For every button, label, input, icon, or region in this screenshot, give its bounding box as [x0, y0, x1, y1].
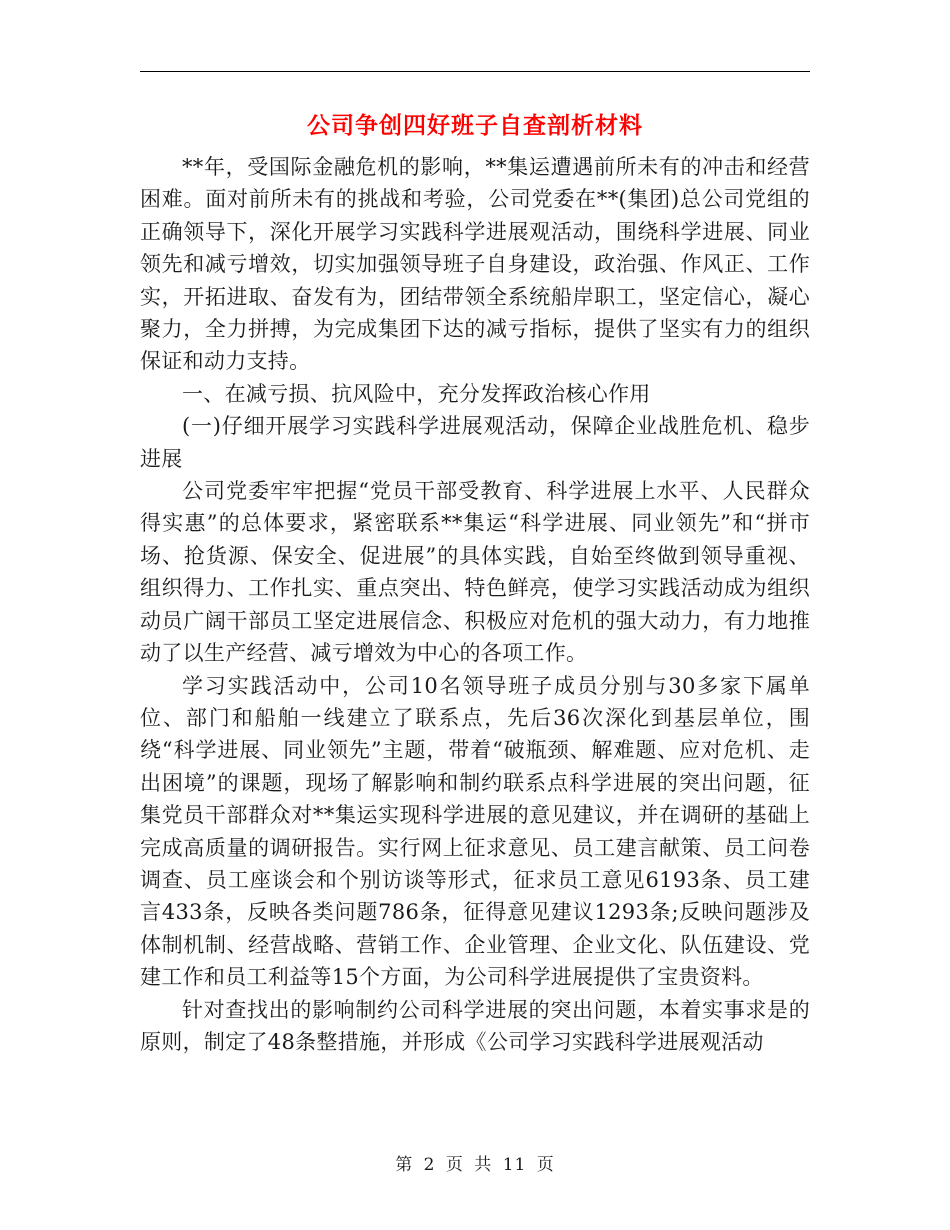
- paragraph-rectification: 针对查找出的影响制约公司科学进展的突出问题，本着实事求是的原则，制定了48条整措施，并形成《公司学习实践科学进展观活动: [140, 997, 810, 1054]
- paragraph-study-activity: 学习实践活动中，公司10名领导班子成员分别与30多家下属单位、部门和船舶一线建立了联系点，先后36次深化到基层单位，围绕“科学进展、同业领先”主题，带着“破瓶颈、解难题、应对危机、走出困境”的课题，现场了解影响和制约联系点科学进展的突出问题，征集党员干部群众对**集运实现科学进展的意见建议，并在调研的基础上完成高质量的调研报告。实行网上征求意见、员工建言献策、员工问卷调查、员工座谈会和个别访谈等形式，征求员工意见6193条、员工建言433条，反映各类问题786条，征得意见建议1293条;反映问题涉及体制机制、经营战略、营销工作、企业管理、企业文化、队伍建设、党建工作和员工利益等15个方面，为公司科学进展提供了宝贵资料。: [140, 673, 810, 990]
- document-title: 公司争创四好班子自查剖析材料: [307, 112, 643, 139]
- paragraph-party-committee: 公司党委牢牢把握“党员干部受教育、科学进展上水平、人民群众得实惠”的总体要求，紧密联系**集运“科学进展、同业领先”和“拼市场、抢货源、保安全、促进展”的具体实践，自始至终做到领导重视、组织得力、工作扎实、重点突出、特色鲜亮，使学习实践活动成为组织动员广阔干部员工坚定进展信念、积极应对危机的强大动力，有力地推动了以生产经营、减亏增效为中心的各项工作。: [140, 479, 810, 666]
- header-rule: [140, 71, 810, 72]
- section-heading-1: 一、在减亏损、抗风险中，充分发挥政治核心作用: [182, 381, 651, 406]
- document-body: [140, 151, 810, 1058]
- page-footer: 第 2 页 共 11 页: [395, 1155, 555, 1175]
- paragraph-intro: **年，受国际金融危机的影响，**集运遭遇前所未有的冲击和经营困难。面对前所未有的挑战和考验，公司党委在**(集团)总公司党组的正确领导下，深化开展学习实践科学进展观活动，围绕科学进展、同业领先和减亏增效，切实加强领导班子自身建设，政治强、作风正、工作实，开拓进取、奋发有为，团结带领全系统船岸职工，坚定信心，凝心聚力，全力拼搏，为完成集团下达的减亏指标，提供了坚实有力的组织保证和动力支持。: [140, 155, 810, 374]
- subsection-heading-1: (一)仔细开展学习实践科学进展观活动，保障企业战胜危机、稳步进展: [140, 414, 810, 471]
